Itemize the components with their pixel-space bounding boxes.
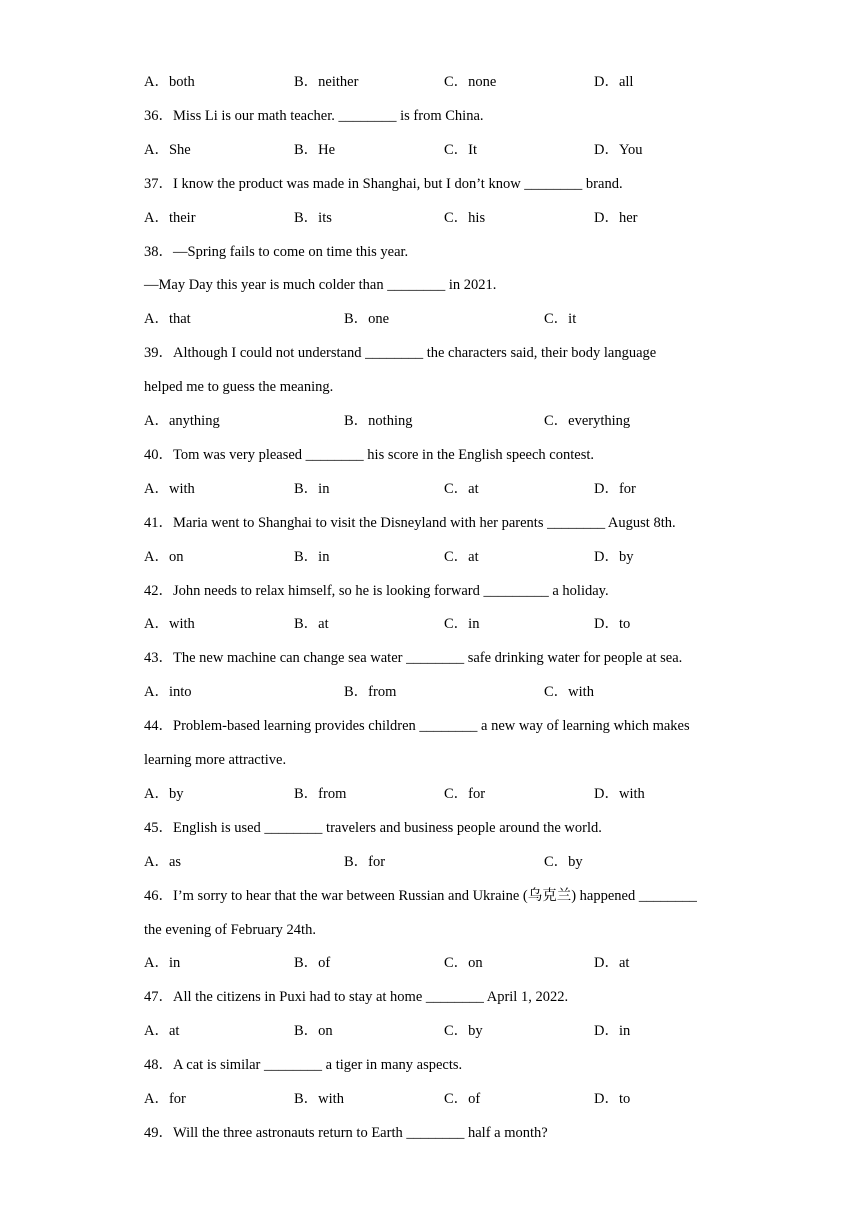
answer-option: C．by: [444, 1023, 483, 1039]
answer-option: A．anything: [144, 413, 220, 429]
question-text: —May Day this year is much colder than ________ in 2021.: [144, 277, 497, 293]
question-text: 43．The new machine can change sea water ________ safe drinking water for people at sea.: [144, 650, 683, 666]
answer-options-row: [144, 548, 784, 566]
answer-options-row: [144, 683, 784, 701]
answer-option: B．at: [294, 616, 329, 632]
answer-option: A．both: [144, 74, 195, 90]
answer-option: D．to: [594, 616, 631, 632]
answer-options-row: [144, 310, 784, 328]
question-text: learning more attractive.: [144, 752, 287, 768]
answer-option: B．neither: [294, 74, 359, 90]
answer-option: A．on: [144, 549, 184, 565]
answer-options-row: [144, 209, 784, 227]
answer-options-row: [144, 412, 784, 430]
answer-options-row: [144, 1022, 784, 1040]
answer-option: D．all: [594, 74, 634, 90]
answer-option: C．of: [444, 1091, 481, 1107]
question-text: 40．Tom was very pleased ________ his score in the English speech contest.: [144, 447, 595, 463]
answer-options-row: [144, 73, 784, 91]
question-text: 41．Maria went to Shanghai to visit the Disneyland with her parents ________ August 8th.: [144, 515, 676, 531]
answer-option: B．of: [294, 955, 331, 971]
answer-option: A．for: [144, 1091, 186, 1107]
answer-option: A．in: [144, 955, 181, 971]
answer-option: D．with: [594, 786, 645, 802]
answer-option: B．on: [294, 1023, 333, 1039]
question-text: helped me to guess the meaning.: [144, 379, 334, 395]
question-text: the evening of February 24th.: [144, 922, 316, 938]
answer-option: D．by: [594, 549, 634, 565]
answer-options-row: [144, 480, 784, 498]
answer-options-row: [144, 785, 784, 803]
answer-option: A．with: [144, 481, 195, 497]
question-text: 49．Will the three astronauts return to Earth ________ half a month?: [144, 1125, 548, 1141]
answer-option: D．her: [594, 210, 638, 226]
answer-option: C．it: [544, 311, 577, 327]
answer-option: B．with: [294, 1091, 344, 1107]
answer-options-row: [144, 853, 784, 871]
question-text: 44．Problem-based learning provides children ________ a new way of learning which makes: [144, 718, 690, 734]
answer-options-row: [144, 141, 784, 159]
question-text: 36．Miss Li is our math teacher. ________ is from China.: [144, 108, 484, 124]
answer-option: A．into: [144, 684, 192, 700]
answer-option: B．nothing: [344, 413, 413, 429]
answer-option: C．at: [444, 549, 479, 565]
answer-options-row: [144, 954, 784, 972]
answer-option: B．in: [294, 549, 330, 565]
answer-option: D．You: [594, 142, 643, 158]
answer-option: C．in: [444, 616, 480, 632]
answer-option: B．its: [294, 210, 332, 226]
question-text: 45．English is used ________ travelers and business people around the world.: [144, 820, 602, 836]
answer-option: C．on: [444, 955, 483, 971]
answer-option: B．for: [344, 854, 386, 870]
question-text: 46．I’m sorry to hear that the war between Russian and Ukraine (乌克兰) happened ________: [144, 888, 697, 904]
answer-option: B．from: [344, 684, 397, 700]
answer-option: A．their: [144, 210, 196, 226]
answer-option: C．at: [444, 481, 479, 497]
answer-option: C．for: [444, 786, 486, 802]
question-text: 48．A cat is similar ________ a tiger in many aspects.: [144, 1057, 463, 1073]
answer-option: D．to: [594, 1091, 631, 1107]
question-text: 42．John needs to relax himself, so he is looking forward _________ a holiday.: [144, 583, 609, 599]
answer-option: D．for: [594, 481, 636, 497]
answer-option: A．at: [144, 1023, 180, 1039]
answer-option: C．everything: [544, 413, 631, 429]
answer-option: D．in: [594, 1023, 631, 1039]
answer-option: C．by: [544, 854, 583, 870]
question-text: 47．All the citizens in Puxi had to stay at home ________ April 1, 2022.: [144, 989, 569, 1005]
answer-option: A．with: [144, 616, 195, 632]
answer-option: B．in: [294, 481, 330, 497]
answer-options-row: [144, 1090, 784, 1108]
answer-option: C．It: [444, 142, 478, 158]
answer-option: C．with: [544, 684, 594, 700]
answer-option: B．one: [344, 311, 390, 327]
question-text: 37．I know the product was made in Shanghai, but I don’t know ________ brand.: [144, 176, 623, 192]
answer-option: A．as: [144, 854, 182, 870]
question-text: 39．Although I could not understand ________ the characters said, their body language: [144, 345, 657, 361]
question-text: 38．—Spring fails to come on time this year.: [144, 244, 409, 260]
answer-option: A．by: [144, 786, 184, 802]
answer-option: A．She: [144, 142, 191, 158]
answer-option: C．his: [444, 210, 486, 226]
answer-option: A．that: [144, 311, 191, 327]
answer-option: C．none: [444, 74, 497, 90]
answer-option: B．He: [294, 142, 336, 158]
answer-options-row: [144, 615, 784, 633]
answer-option: D．at: [594, 955, 630, 971]
answer-option: B．from: [294, 786, 347, 802]
